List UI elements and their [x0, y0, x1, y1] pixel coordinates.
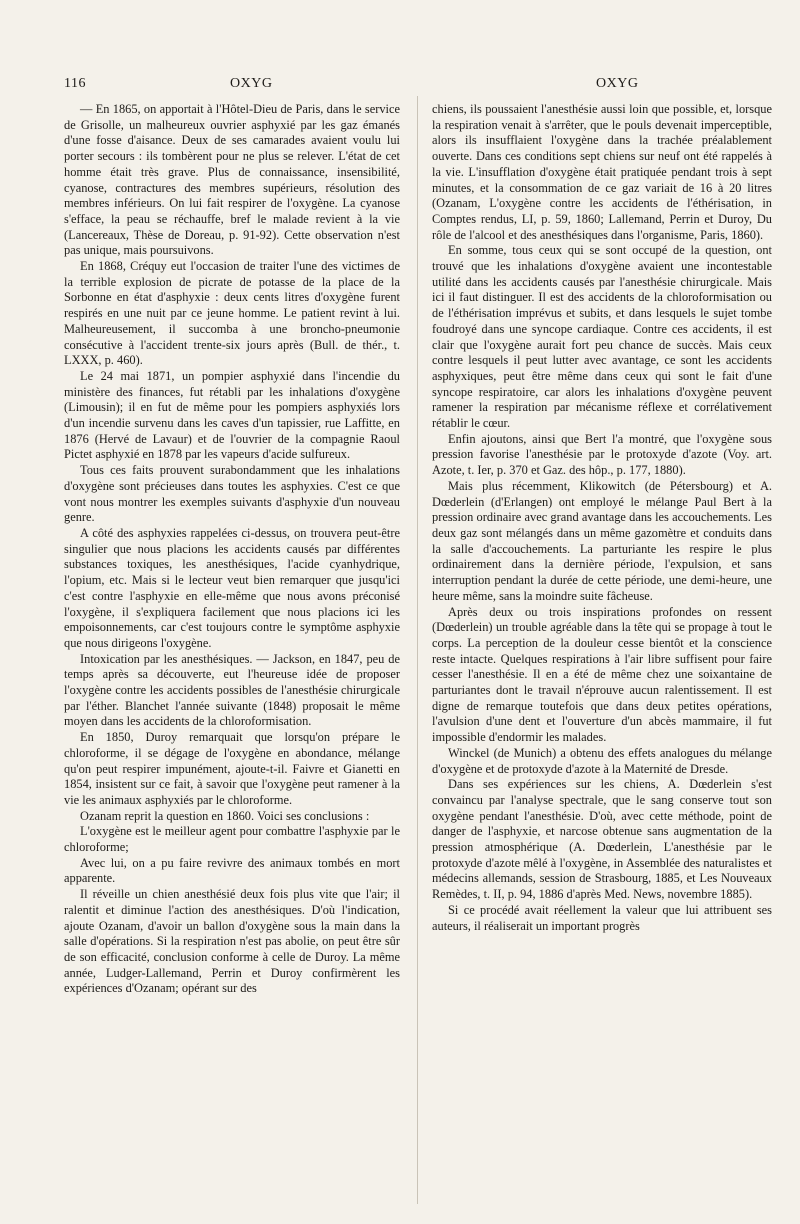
- paragraph: En somme, tous ceux qui se sont occupé de la question, ont trouvé que les inhalations d'oxygène avaient une incontestable utilité dans les accidents causés par l'anesthésie chirurgicale. Mais ici il faut distinguer. Il est des accidents de la chloroformisation ou de l'éthérisation imprévus et subits, et dans lesquels le sujet tombe foudroyé dans une syncope cardiaque. Contre ces accidents, il est clair que l'oxygène aurait fort peu chance de succès. Mais ceux contre lesquels il peut lutter avec avantage, ce sont les accidents asphyxiques, peut être même dans ceux qui sont le fait d'une syncope respiratoire, car alors les inhalations d'oxygène peuvent ramener la respiration par mécanisme réflexe et corrélativement rétablir le cœur.: [432, 243, 772, 431]
- column-divider: [417, 96, 418, 1204]
- paragraph: L'oxygène est le meilleur agent pour combattre l'asphyxie par le chloroforme;: [64, 824, 400, 855]
- paragraph: Avec lui, on a pu faire revivre des animaux tombés en mort apparente.: [64, 855, 400, 886]
- paragraph: Winckel (de Munich) a obtenu des effets analogues du mélange d'oxygène et de protoxyde d'azote à la Maternité de Dresde.: [432, 745, 772, 776]
- running-header: [0, 76, 800, 98]
- paragraph: A côté des asphyxies rappelées ci-dessus, on trouvera peut-être singulier que nous placions les accidents causés par différentes substances toxiques, les anesthésiques, l'acide cyanhydrique, l'opium, etc. Mais si le lecteur veut bien remarquer que jusqu'ici c'est contre l'asphyxie en elle-même que nous avons préconisé l'oxygène, il s'expliquera facilement que nous placions ici les empoisonnements, car c'est toujours contre le symptôme asphyxie que nous dirigeons l'oxygène.: [64, 525, 400, 650]
- paragraph: Il réveille un chien anesthésié deux fois plus vite que l'air; il ralentit et diminue l'action des anesthésiques. D'où l'indication, ajoute Ozanam, d'avoir un ballon d'oxygène sous la main dans la salle d'opérations. Si la respiration n'est pas abolie, on peut être sûr de son efficacité, conclusion conforme à celle de Duroy. La même année, Ludger-Lallemand, Perrin et Duroy confirmèrent les expériences d'Ozanam; opérant sur des: [64, 887, 400, 996]
- paragraph: — En 1865, on apportait à l'Hôtel-Dieu de Paris, dans le service de Grisolle, un malheureux ouvrier asphyxié par les gaz émanés d'une fosse d'aisance. Deux de ses camarades avaient voulu lui porter secours : ils tombèrent pour ne plus se relever. L'état de cet homme était très grave. Plus de connaissance, insensibilité, cyanose, contractures des membres supérieurs, résolution des membres inférieurs. On lui fait respirer de l'oxygène. La cyanose s'efface, la peau se réchauffe, bref le malade revient à la vie (Lancereaux, Thèse de Doreau, p. 91-92). Cette observation n'est pas unique, mais poursuivons.: [64, 102, 400, 258]
- paragraph: Enfin ajoutons, ainsi que Bert l'a montré, que l'oxygène sous pression favorise l'anesthésie par le protoxyde d'azote (Voy. art. Azote, t. Ier, p. 370 et Gaz. des hôp., p. 177, 1880).: [432, 431, 772, 478]
- paragraph: chiens, ils poussaient l'anesthésie aussi loin que possible, et, lorsque la respiration venait à s'arrêter, que le pouls devenait imperceptible, alors ils insufflaient l'oxygène dans la trachée préalablement ouverte. Dans ces conditions sept chiens sur neuf ont été rappelés à la vie. L'insufflation d'oxygène était pratiquée pendant trois à sept minutes, et la consommation de ce gaz variait de 16 à 20 litres (Ozanam, L'oxygène contre les accidents de l'éthérisation, in Comptes rendus, LI, p. 59, 1860; Lallemand, Perrin et Duroy, Du rôle de l'alcool et des anesthésiques dans l'organisme, Paris, 1860).: [432, 102, 772, 242]
- paragraph: Le 24 mai 1871, un pompier asphyxié dans l'incendie du ministère des finances, fut rétabli par les inhalations d'oxygène (Limousin); il en fut de même pour les pompiers asphyxiés lors d'un incendie survenu dans les caves d'un tapissier, rue Laffitte, en 1876 (Hervé de Lavaur) et de l'ouvrier de la compagnie Raoul Pictet asphyxié en 1878 par les vapeurs d'acide sulfureux.: [64, 368, 400, 462]
- paragraph: Intoxication par les anesthésiques. — Jackson, en 1847, peu de temps après sa découverte, eut l'heureuse idée de proposer l'oxygène contre les accidents possibles de l'anesthésie chirurgicale par l'éther. Blanchet l'année suivante (1848) proposait le même moyen dans les accidents de la chloroformisation.: [64, 651, 400, 729]
- paragraph: Ozanam reprit la question en 1860. Voici ses conclusions :: [80, 808, 370, 823]
- paragraph: Tous ces faits prouvent surabondamment que les inhalations d'oxygène sont précieuses dans toutes les asphyxies. C'est ce que vont nous montrer les exemples suivants d'asphyxie d'un nouveau genre.: [64, 463, 400, 525]
- paragraph: Si ce procédé avait réellement la valeur que lui attribuent ses auteurs, il réaliserait un important progrès: [432, 902, 772, 933]
- paragraph: Après deux ou trois inspirations profondes on ressent (Dœderlein) un trouble agréable dans la tête qui se propage à tout le corps. La perception de la douleur cesse bientôt et la conscience reste intacte. Quelques respirations à l'air libre suffisent pour faire cesser l'anesthésie. Il en a été de même chez une soixantaine de parturiantes dont le travail n'éprouve aucun ralentissement. Il est digne de remarque toutefois que dans deux petites opérations, l'avulsion d'une dent et l'ouverture d'un abcès mammaire, il fut impossible d'endormir les malades.: [432, 604, 772, 745]
- running-head-right: OXYG: [596, 76, 639, 91]
- running-head-left: OXYG: [230, 76, 273, 91]
- page-number: 116: [64, 76, 86, 91]
- left-column: [64, 102, 400, 997]
- paragraph: Dans ses expériences sur les chiens, A. Dœderlein s'est convaincu par l'analyse spectrale, que le sang conserve tout son oxygène pendant l'anesthésie. D'où, avec cette méthode, point de danger de l'asphyxie, et narcose obtenue sans augmentation de la pression atmosphérique (A. Dœderlein, L'anesthésie par le protoxyde d'azote mêlé à l'oxygène, in Assemblée des naturalistes et médecins allemands, session de Strasbourg, 1885, et Les Nouveaux Remèdes, t. II, p. 94, 1886 d'après Med. News, novembre 1885).: [432, 777, 772, 902]
- right-column: [432, 102, 772, 934]
- paragraph: En 1868, Créquy eut l'occasion de traiter l'une des victimes de la terrible explosion de picrate de potasse de la place de la Sorbonne en état d'asphyxie : deux cents litres d'oxygène furent respirés en une nuit par ce jeune homme. Le patient revint à lui. Malheureusement, il succomba à une broncho-pneumonie consécutive à l'accident trente-six jours après (Bull. de thér., t. LXXX, p. 460).: [64, 259, 400, 368]
- paragraph: Mais plus récemment, Klikowitch (de Pétersbourg) et A. Dœderlein (d'Erlangen) ont employé le mélange Paul Bert à la pression ordinaire avec grand avantage dans les accouchements. Les deux gaz sont mélangés dans un même gazomètre et conduits dans la salle d'accouchements. La parturiante les respire le plus ordinairement dans la dernière période, l'expulsion, et sans interruption pendant la durée de cette période, une demi-heure, une heure même, sans la moindre suite fâcheuse.: [432, 478, 772, 603]
- paragraph: En 1850, Duroy remarquait que lorsqu'on prépare le chloroforme, il se dégage de l'oxygène en abondance, mélange qu'on peut respirer impunément, ajoute-t-il. Faivre et Gianetti en 1854, insistent sur ce fait, à savoir que l'oxygène peut ramener à la vie les animaux asphyxiés par le chloroforme.: [64, 730, 400, 807]
